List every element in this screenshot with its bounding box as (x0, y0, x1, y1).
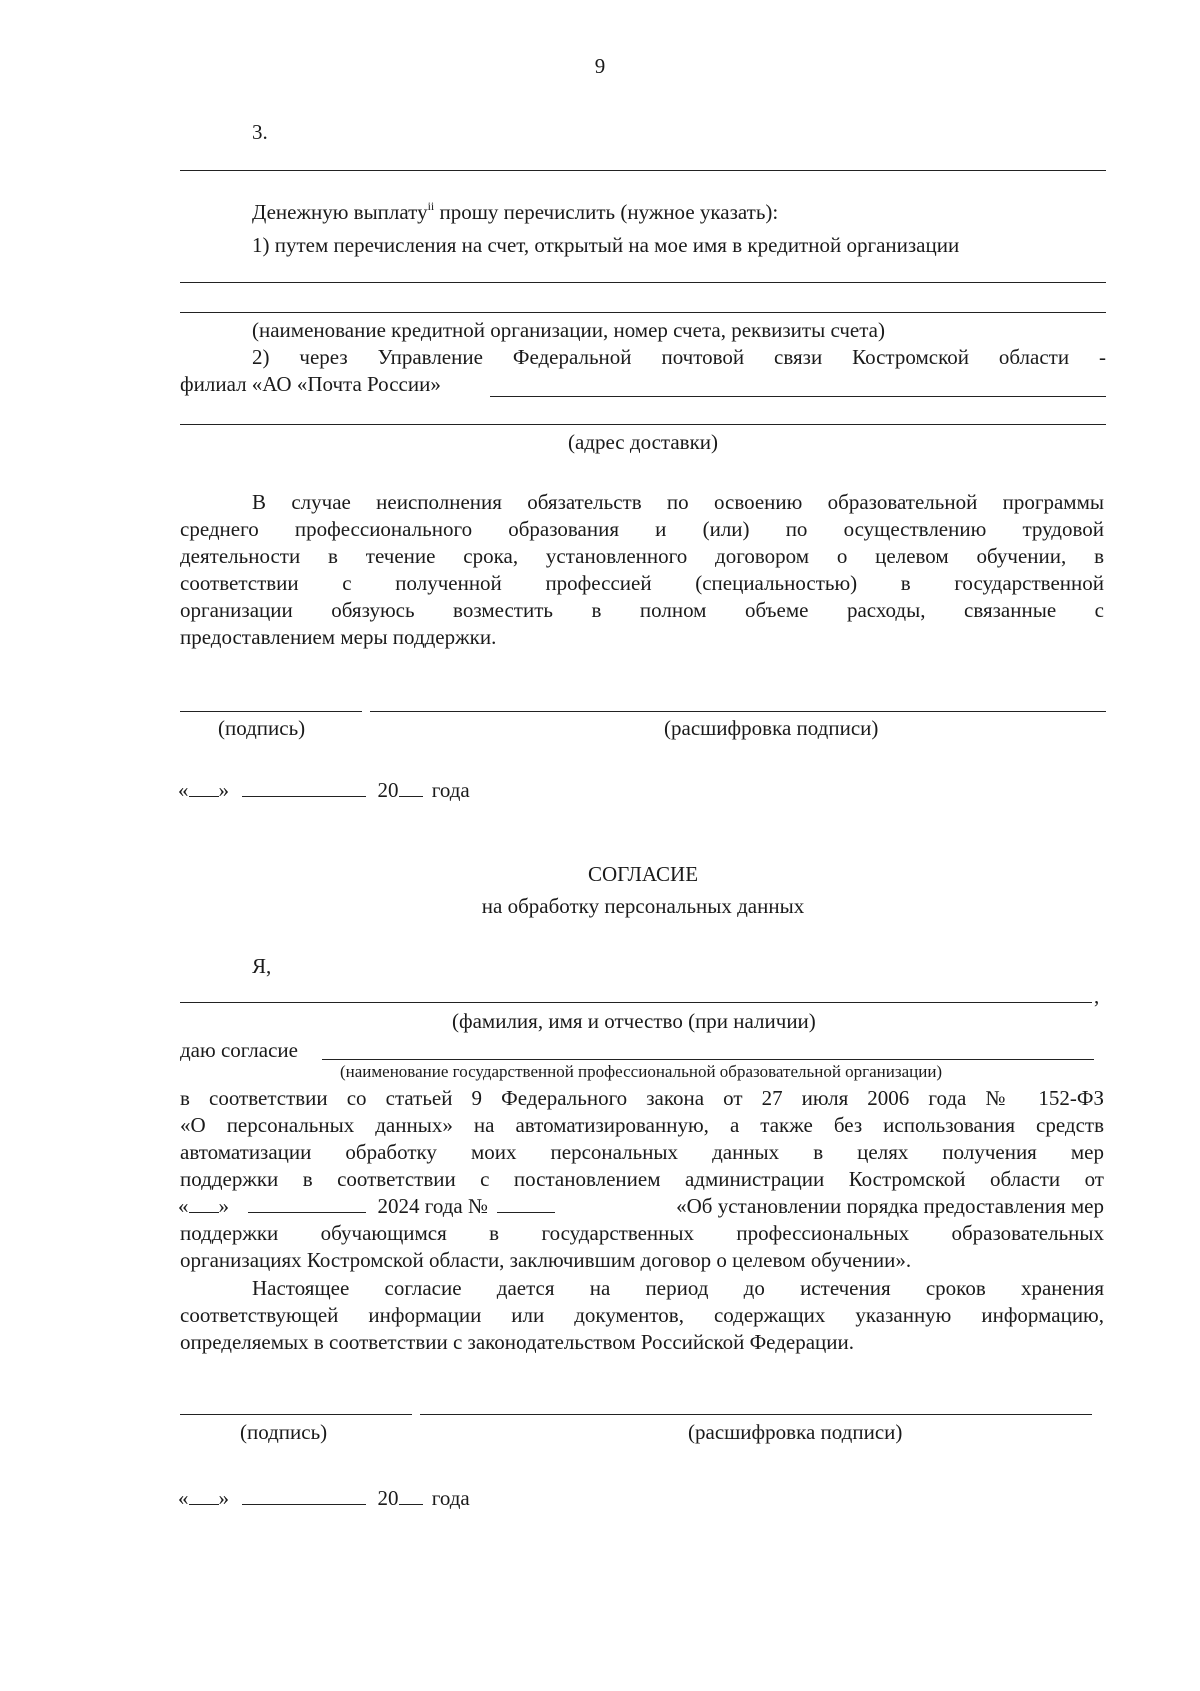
item-3-label: 3. (252, 120, 268, 144)
signature-line[interactable] (180, 1414, 412, 1415)
consent-body (180, 1086, 1104, 1194)
credit-org-caption: (наименование кредитной организации, номер счета, реквизиты счета) (252, 318, 885, 342)
page-number: 9 (594, 54, 606, 78)
consent-body-2 (180, 1221, 1104, 1275)
org-caption: (наименование государственной профессиональной образовательной организации) (340, 1062, 943, 1081)
fio-caption: (фамилия, имя и отчество (при наличии) (452, 1009, 816, 1033)
consent-ya: Я, (252, 954, 272, 978)
signature-decode-line[interactable] (420, 1414, 1092, 1415)
consent-body-line: поддержки обучающимся в государственных профессиональных образовательных (180, 1221, 1104, 1245)
footnote-mark: ii (427, 199, 435, 213)
date-field: « » 20 года (178, 778, 470, 802)
signature-decode-caption: (расшифровка подписи) (664, 716, 879, 740)
fio-blank-line[interactable] (180, 1002, 1092, 1003)
obligation-line: предоставлением меры поддержки. (180, 625, 497, 649)
decree-month-blank[interactable] (248, 1194, 366, 1213)
fio-comma: , (1094, 984, 1100, 1008)
payment-heading: Денежную выплату$^{ii}$ прошу перечислить (нужное указать): (252, 199, 779, 224)
payment-option-1: 1) путем перечисления на счет, открытый на мое имя в кредитной организации (252, 233, 960, 257)
decree-number-blank[interactable] (497, 1194, 555, 1213)
consent-body-line: автоматизации обработку моих персональных данных в целях получения мер (180, 1140, 1104, 1164)
year-blank[interactable] (399, 1486, 423, 1505)
payment-option-2: 2) через Управление Федеральной почтовой связи Костромской области - (252, 345, 1106, 369)
signature-decode-caption: (расшифровка подписи) (688, 1420, 903, 1444)
signature-line[interactable] (180, 711, 362, 712)
signature-caption: (подпись) (240, 1420, 328, 1444)
day-blank[interactable] (189, 1486, 219, 1505)
credit-org-blank-line-2[interactable] (180, 312, 1106, 313)
org-blank-line[interactable] (322, 1059, 1094, 1060)
post-branch-label: филиал «АО «Почта России» (180, 372, 441, 396)
decree-reference-line: « » 2024 года № «Об установлении порядка предоставления мер (178, 1194, 1104, 1218)
delivery-address-caption: (адрес доставки) (567, 430, 719, 454)
month-blank[interactable] (242, 1486, 366, 1505)
obligation-line: организации обязуюсь возместить в полном объеме расходы, связанные с (180, 598, 1104, 622)
consent-term-line: соответствующей информации или документов, содержащих указанную информацию, (180, 1303, 1104, 1327)
consent-title: СОГЛАСИЕ (587, 862, 699, 886)
obligation-line: В случае неисполнения обязательств по освоению образовательной программы (252, 490, 1104, 514)
signature-decode-line[interactable] (370, 711, 1106, 712)
consent-subtitle: на обработку персональных данных (481, 894, 805, 918)
obligation-line: среднего профессионального образования и (или) по осуществлению трудовой (180, 517, 1104, 541)
month-blank[interactable] (242, 778, 366, 797)
consent-lead: даю согласие (180, 1038, 298, 1062)
delivery-address-line-2[interactable] (180, 424, 1106, 425)
consent-term-line: определяемых в соответствии с законодательством Российской Федерации. (180, 1330, 855, 1354)
consent-term-line: Настоящее согласие дается на период до истечения сроков хранения (252, 1276, 1104, 1300)
obligation-line: деятельности в течение срока, установленного договором о целевом обучении, в (180, 544, 1104, 568)
consent-body-line: поддержки в соответствии с постановлением администрации Костромской области от (180, 1167, 1104, 1191)
obligation-line: соответствии с полученной профессией (специальностью) в государственной (180, 571, 1104, 595)
decree-day-blank[interactable] (189, 1194, 219, 1213)
item-3-blank-line[interactable] (180, 170, 1106, 171)
consent-body-line: «О персональных данных» на автоматизированную, а также без использования средств (180, 1113, 1104, 1137)
signature-caption: (подпись) (218, 716, 306, 740)
date-field: « » 20 года (178, 1486, 470, 1510)
delivery-address-line-1[interactable] (490, 396, 1106, 397)
consent-body-line: организациях Костромской области, заключившим договор о целевом обучении». (180, 1248, 912, 1272)
consent-body-line: в соответствии со статьей 9 Федерального закона от 27 июля 2006 года № 152-ФЗ (180, 1086, 1104, 1110)
obligation-paragraph (180, 490, 1104, 652)
credit-org-blank-line-1[interactable] (180, 282, 1106, 283)
year-blank[interactable] (399, 778, 423, 797)
day-blank[interactable] (189, 778, 219, 797)
consent-term-paragraph (180, 1276, 1104, 1357)
